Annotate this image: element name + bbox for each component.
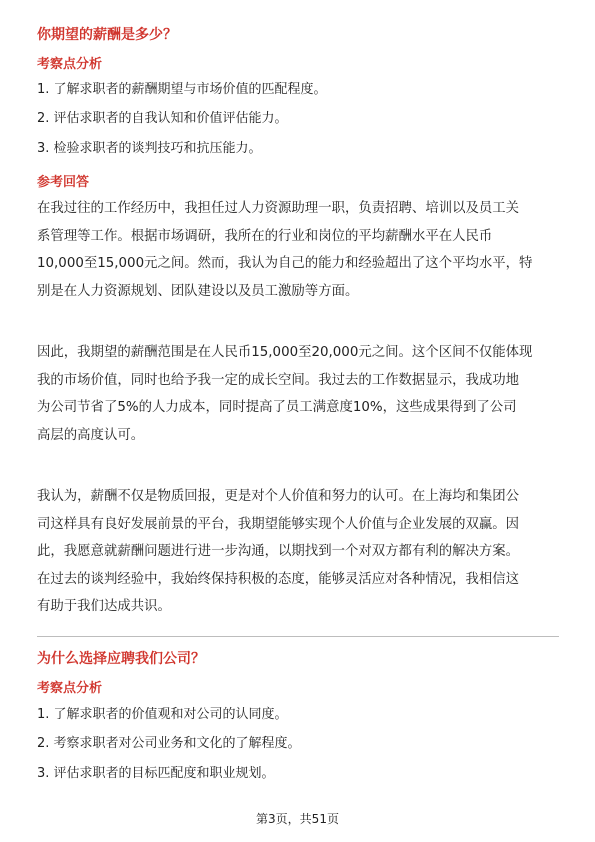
paragraph-line: 在我过往的工作经历中，我担任过人力资源助理一职，负责招聘、培训以及员工关: [37, 201, 520, 216]
paragraph-line: 此，我愿意就薪酬问题进行进一步沟通，以期找到一个对双方都有利的解决方案。: [37, 544, 520, 559]
section-divider: [37, 636, 559, 637]
analysis-label: 考察点分析: [37, 681, 103, 696]
paragraph-line: 在过去的谈判经验中，我始终保持积极的态度，能够灵活应对各种情况，我相信这: [37, 571, 520, 587]
paragraph-line: 为公司节省了5%的人力成本，同时提高了员工满意度10%，这些成果得到了公司: [37, 400, 517, 415]
paragraph-line: 系管理等工作。根据市场调研，我所在的行业和岗位的平均薪酬水平在人民币: [37, 228, 493, 244]
paragraph-line: 别是在人力资源规划、团队建设以及员工激励等方面。: [37, 283, 359, 299]
question-title: 为什么选择应聘我们公司？: [37, 651, 205, 667]
answer-paragraph: [37, 195, 559, 305]
analysis-item: 1. 了解求职者的薪酬期望与市场价值的匹配程度。: [37, 82, 327, 97]
analysis-item: 2. 评估求职者的自我认知和价值评估能力。: [37, 111, 288, 126]
analysis-label: 考察点分析: [37, 57, 103, 72]
answer-paragraph: [37, 483, 559, 621]
page-footer: 第3页，共51页: [256, 812, 339, 826]
paragraph-line: 司这样具有良好发展前景的平台，我期望能够实现个人价值与企业发展的双赢。因: [37, 516, 520, 532]
question-title: 你期望的薪酬是多少？: [37, 27, 177, 43]
paragraph-line: 我认为，薪酬不仅是物质回报，更是对个人价值和努力的认可。在上海均和集团公: [37, 489, 520, 504]
analysis-item: 2. 考察求职者对公司业务和文化的了解程度。: [37, 736, 301, 751]
analysis-item: 3. 评估求职者的目标匹配度和职业规划。: [37, 766, 275, 781]
paragraph-line: 10,000至15,000元之间。然而，我认为自己的能力和经验超出了这个平均水平，特: [37, 256, 533, 271]
paragraph-line: 我的市场价值，同时也给予我一定的成长空间。我过去的工作数据显示，我成功地: [37, 372, 520, 388]
paragraph-line: 高层的高度认可。: [37, 427, 145, 443]
analysis-item: 3. 检验求职者的谈判技巧和抗压能力。: [37, 141, 262, 156]
paragraph-line: 因此，我期望的薪酬范围是在人民币15,000至20,000元之间。这个区间不仅能体现: [37, 345, 533, 360]
answer-label: 参考回答: [37, 175, 90, 190]
paragraph-line: 有助于我们达成共识。: [37, 599, 171, 614]
analysis-item: 1. 了解求职者的价值观和对公司的认同度。: [37, 707, 288, 722]
answer-paragraph: [37, 339, 559, 449]
